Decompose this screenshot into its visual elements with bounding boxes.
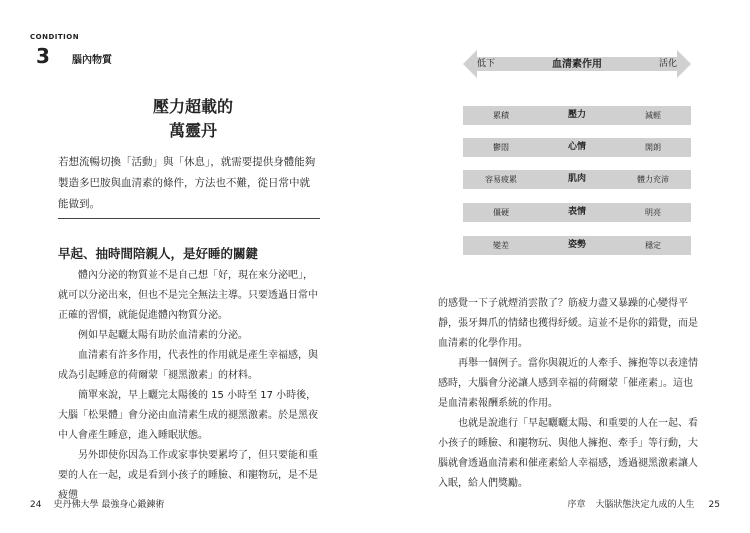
row-left-label: 累積 [493,111,509,120]
row-right-label: 穩定 [645,241,661,250]
condition-label: CONDITION [30,33,80,41]
body-paragraph: 再舉一個例子。當你與親近的人牽手、擁抱等以表達情感時，大腦會分泌讓人感到幸福的荷爾蒙「催產素」。這也是血清素報酬系統的作用。 [438,358,698,409]
row-center-label: 壓力 [567,110,586,120]
arrow-center-label: 血清素作用 [552,59,602,70]
body-paragraph: 的感覺一下子就煙消雲散了？筋疲力盡又暴躁的心變得平靜，張牙舞爪的情緒也獲得紓緩。這並不是你的錯覺，而是血清素的化學作用。 [438,298,698,349]
condition-title: 腦內物質 [72,55,112,66]
body-paragraph: 簡單來說，早上曬完太陽後的 15 小時至 17 小時後，大腦「松果體」會分泌由血清素生成的褪黑激素。於是黑夜中人會產生睡意，進入睡眠狀態。 [58,390,318,441]
body-paragraph: 例如早起曬太陽有助於血清素的分泌。 [78,330,248,341]
right-page-body [438,294,700,494]
body-paragraph: 血清素有許多作用，代表性的作用就是產生幸福感，與成為引起睡意的荷爾蒙「褪黑激素」的材料。 [58,350,318,381]
arrow-right-label: 活化 [658,59,677,69]
arrow-left-label: 低下 [477,59,496,69]
body-paragraph: 也就是說進行「早起曬曬太陽、和重要的人在一起、看小孩子的睡臉、和寵物玩、與他人擁抱、牽手」等行動，大腦就會透過血清素和催產素給人幸福感，透過褪黑激素讓人入眠，給人們獎勵。 [438,418,698,489]
serotonin-diagram [463,48,691,261]
diagram-row-posture [463,236,691,255]
row-center-label: 肌肉 [567,174,586,184]
row-right-label: 開朗 [645,143,661,152]
diagram-row-mood [463,138,691,157]
row-center-label: 表情 [567,207,586,217]
row-center-label: 姿勢 [567,240,586,250]
row-left-label: 變差 [493,241,509,250]
chapter-label: 序章 [567,500,586,510]
chapter-title: 大腦狀態決定九成的人生 [595,500,695,510]
book-title: 史丹佛大學 最強身心鍛鍊術 [53,500,165,510]
diagram-row-stress [463,106,691,125]
condition-number: 3 [36,44,50,68]
row-right-label: 減輕 [645,111,661,120]
intro-divider [58,218,320,219]
section-heading: 早起、抽時間陪親人，是好睡的關鍵 [58,246,259,261]
left-page-number: 24 [30,500,42,510]
right-page-number: 25 [708,500,720,510]
diagram-row-muscle [463,170,691,189]
row-left-label: 容易疲累 [485,175,517,184]
row-right-label: 明亮 [645,208,661,217]
row-center-label: 心情 [567,142,586,152]
row-right-label: 體力充沛 [637,175,669,184]
body-paragraph: 體內分泌的物質並不是自己想「好，現在來分泌吧」，就可以分泌出來，但也不是完全無法主導。只要透過日常中正確的習慣，就能促進體內物質分泌。 [58,270,318,321]
row-left-label: 僵硬 [493,208,509,217]
intro-paragraph: 若想流暢切換「活動」與「休息」，就需要提供身體能夠製造多巴胺與血清素的條件，方法也不難，從日常中就能做到。 [58,156,316,210]
left-footer [30,497,164,510]
headline-line-1: 壓力超載的 [152,97,233,116]
diagram-row-expression [463,203,691,222]
row-left-label: 鬱悶 [493,143,509,152]
headline-line-2: 萬靈丹 [168,121,217,140]
body-paragraph: 另外即使你因為工作或家事快要累垮了，但只要能和重要的人在一起，或是看到小孩子的睡臉、和寵物玩，是不是疲憊 [58,450,318,501]
right-footer [558,497,720,510]
